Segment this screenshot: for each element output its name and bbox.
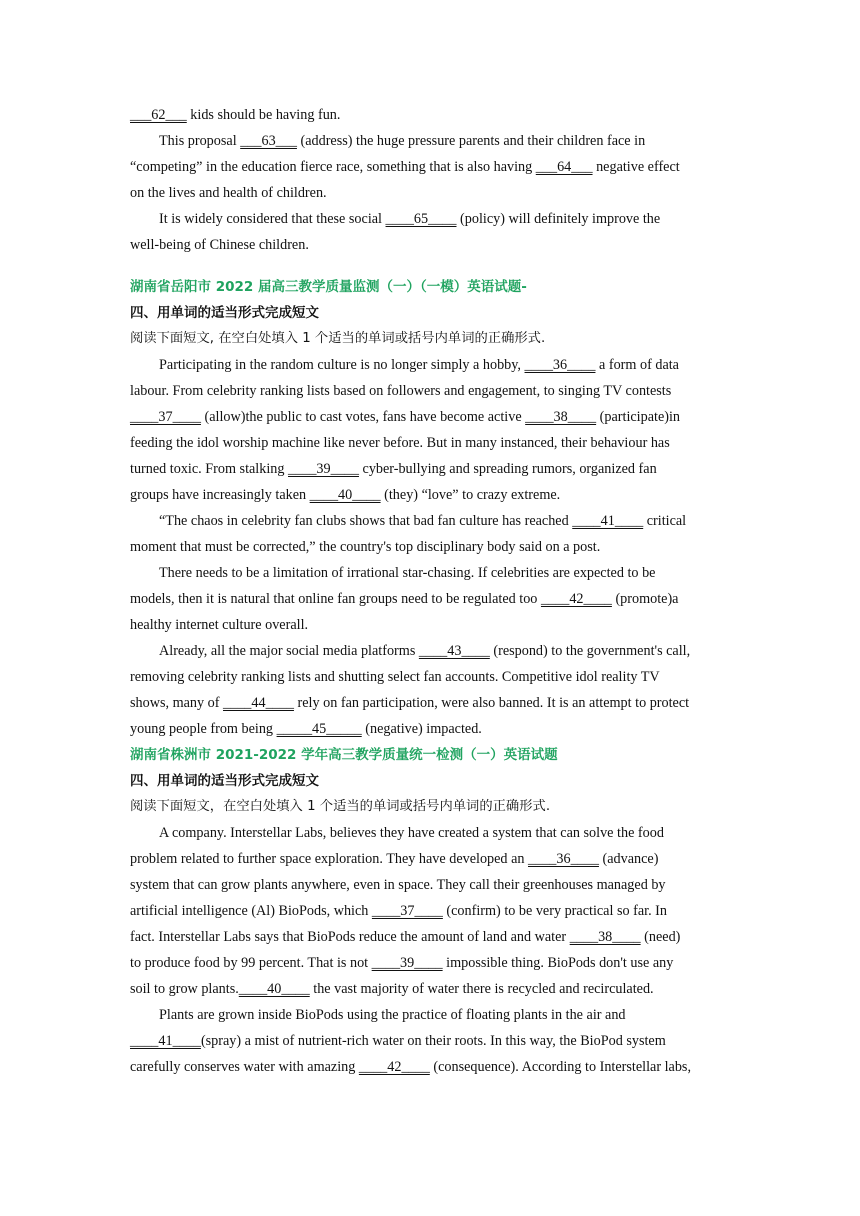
- answer-blank: ____39____: [371, 955, 443, 971]
- line-text: (address) the huge pressure parents and their children face in: [296, 133, 646, 149]
- text-line: [130, 430, 730, 456]
- section-title: 湖南省株洲市 2021-2022 学年高三教学质量统一检测（一）英语试题: [130, 747, 558, 763]
- answer-blank: ____36____: [524, 357, 596, 373]
- line-text: negative effect: [592, 159, 680, 175]
- text-line: [130, 180, 730, 206]
- text-line: [130, 232, 730, 258]
- line-text: groups have increasingly taken: [130, 487, 310, 503]
- answer-blank: ____42____: [540, 591, 612, 607]
- line-text: well-being of Chinese children.: [130, 237, 309, 253]
- answer-blank: ___62___: [130, 107, 187, 123]
- line-text: feeding the idol worship machine like never before. But in many instanced, their behaviour has: [130, 435, 670, 451]
- text-line: [130, 924, 730, 950]
- line-text: impossible thing. BioPods don't use any: [442, 955, 674, 971]
- section-instruction: 阅读下面短文，在空白处填入 1 个适当的单词或括号内单词的正确形式.: [130, 799, 551, 814]
- line-text: labour. From celebrity ranking lists based on followers and engagement, to singing TV contests: [130, 383, 672, 399]
- text-line: [130, 898, 730, 924]
- line-text: Already, all the major social media platforms: [159, 643, 419, 659]
- line-text: carefully conserves water with amazing: [130, 1059, 359, 1075]
- answer-blank: ____44____: [223, 695, 294, 711]
- line-text: “The chaos in celebrity fan clubs shows that bad fan culture has reached: [159, 513, 573, 529]
- line-text: (negative) impacted.: [361, 721, 482, 737]
- answer-blank: ____36____: [528, 851, 599, 867]
- text-line: [130, 1054, 730, 1080]
- text-line: [130, 456, 730, 482]
- section-gap: [130, 258, 730, 274]
- text-line: [130, 690, 730, 716]
- text-line: [130, 1002, 730, 1028]
- line-text: on the lives and health of children.: [130, 185, 327, 201]
- line-text: cyber-bullying and spreading rumors, organized fan: [358, 461, 657, 477]
- text-line: [130, 378, 730, 404]
- text-line: [130, 872, 730, 898]
- line-text: (spray) a mist of nutrient-rich water on their roots. In this way, the BioPod system: [200, 1033, 666, 1049]
- line-text: This proposal: [159, 133, 241, 149]
- answer-blank: ____40____: [238, 981, 310, 997]
- line-text: soil to grow plants.: [130, 981, 239, 997]
- answer-blank: ____38____: [569, 929, 641, 945]
- section-title: 湖南省岳阳市 2022 届高三教学质量监测（一）（一模）英语试题-: [130, 279, 527, 295]
- line-text: to produce food by 99 percent. That is not: [130, 955, 372, 971]
- text-line: [130, 820, 730, 846]
- answer-blank: ____42____: [358, 1059, 430, 1075]
- line-text: a form of data: [595, 357, 679, 373]
- answer-blank: ____37____: [371, 903, 443, 919]
- answer-blank: ____65____: [385, 211, 457, 227]
- line-text: (allow)the public to cast votes, fans have become active: [200, 409, 526, 425]
- text-line: [130, 560, 730, 586]
- line-text: critical: [643, 513, 687, 529]
- text-line: [130, 206, 730, 232]
- text-line: [130, 638, 730, 664]
- text-line: [130, 128, 730, 154]
- text-line: [130, 612, 730, 638]
- line-text: (participate)in: [596, 409, 681, 425]
- answer-blank: ____41____: [572, 513, 644, 529]
- line-text: moment that must be corrected,” the country's top disciplinary body said on a post.: [130, 539, 601, 555]
- text-line: [130, 586, 730, 612]
- line-text: young people from being: [130, 721, 277, 737]
- text-line: [130, 664, 730, 690]
- answer-blank: ____38____: [525, 409, 597, 425]
- text-line: [130, 154, 730, 180]
- line-text: “competing” in the education fierce race, something that is also having: [130, 159, 536, 175]
- answer-blank: ____41____: [130, 1033, 201, 1049]
- line-text: system that can grow plants anywhere, even in space. They call their greenhouses managed by: [130, 877, 666, 893]
- line-text: turned toxic. From stalking: [130, 461, 289, 477]
- line-text: shows, many of: [130, 695, 224, 711]
- answer-blank: ___64___: [535, 159, 593, 175]
- answer-blank: ___63___: [240, 133, 297, 149]
- text-line: [130, 482, 730, 508]
- text-line: [130, 976, 730, 1002]
- text-line: [130, 716, 730, 742]
- line-text: problem related to further space exploration. They have developed an: [130, 851, 529, 867]
- text-line: [130, 1028, 730, 1054]
- text-line: [130, 102, 730, 128]
- line-text: Participating in the random culture is no longer simply a hobby,: [159, 357, 525, 373]
- line-text: (promote)a: [611, 591, 679, 607]
- line-text: (they) “love” to crazy extreme.: [380, 487, 561, 503]
- answer-blank: ____43____: [418, 643, 490, 659]
- section-instruction: 阅读下面短文, 在空白处填入 1 个适当的单词或括号内单词的正确形式.: [130, 331, 546, 346]
- text-line: [130, 404, 730, 430]
- line-text: There needs to be a limitation of irrational star-chasing. If celebrities are expected to be: [159, 565, 656, 581]
- section-subtitle: 四、用单词的适当形式完成短文: [130, 305, 319, 321]
- line-text: Plants are grown inside BioPods using the practice of floating plants in the air and: [159, 1007, 626, 1023]
- line-text: (confirm) to be very practical so far. In: [442, 903, 668, 919]
- answer-blank: ____40____: [309, 487, 381, 503]
- line-text: the vast majority of water there is recycled and recirculated.: [309, 981, 654, 997]
- line-text: removing celebrity ranking lists and shutting select fan accounts. Competitive idol reality TV: [130, 669, 660, 685]
- line-text: fact. Interstellar Labs says that BioPods reduce the amount of land and water: [130, 929, 570, 945]
- line-text: (consequence). According to Interstellar labs,: [429, 1059, 691, 1075]
- text-line: [130, 534, 730, 560]
- line-text: healthy internet culture overall.: [130, 617, 309, 633]
- line-text: (respond) to the government's call,: [489, 643, 691, 659]
- text-line: [130, 352, 730, 378]
- line-text: (advance): [598, 851, 659, 867]
- line-text: (policy) will definitely improve the: [456, 211, 661, 227]
- document-content: [130, 102, 730, 1080]
- answer-blank: _____45_____: [276, 721, 362, 737]
- section-subtitle: 四、用单词的适当形式完成短文: [130, 773, 319, 789]
- answer-blank: ____39____: [288, 461, 359, 477]
- text-line: [130, 950, 730, 976]
- line-text: artificial intelligence (Al) BioPods, which: [130, 903, 372, 919]
- text-line: [130, 508, 730, 534]
- text-line: [130, 846, 730, 872]
- line-text: kids should be having fun.: [186, 107, 341, 123]
- line-text: rely on fan participation, were also banned. It is an attempt to protect: [293, 695, 690, 711]
- answer-blank: ____37____: [130, 409, 201, 425]
- line-text: It is widely considered that these social: [159, 211, 386, 227]
- line-text: models, then it is natural that online fan groups need to be regulated too: [130, 591, 541, 607]
- line-text: A company. Interstellar Labs, believes they have created a system that can solve the food: [159, 825, 664, 841]
- line-text: (need): [640, 929, 681, 945]
